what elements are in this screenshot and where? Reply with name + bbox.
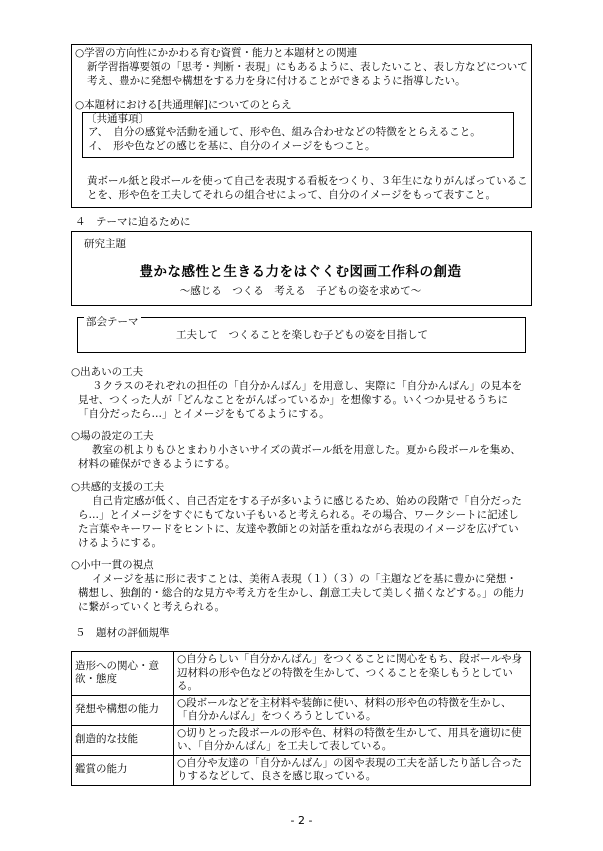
criterion-label: 発想や構想の能力 <box>72 695 174 725</box>
bukai-label: 部会テーマ <box>86 316 139 328</box>
research-subtitle: ～感じる つくる 考える 子どもの姿を求めて～ <box>179 285 422 297</box>
common-matters-a: ア、 自分の感覚や活動を通して、形や色、組み合わせなどの特徴をとらえること。 <box>88 126 481 138</box>
criterion-text: ○自分らしい「自分かんばん」をつくることに関心をもち、段ボールや身辺材料の形や色などの特徴を生かして、つくることを楽しもうとしている。 <box>174 652 531 696</box>
item-heading: ○小中一貫の視点 <box>71 559 154 571</box>
research-label: 研究主題 <box>84 238 126 250</box>
criterion-text: ○自分や友達の「自分かんばん」の図や表現の工夫を話したり話し合ったりするなどして、良さを感じ取っている。 <box>174 755 531 785</box>
table-row <box>72 755 531 785</box>
item-heading: ○場の設定の工夫 <box>71 430 154 442</box>
common-matters-b: イ、 形や色などの感じを基に、自分のイメージをもつこと。 <box>88 140 376 152</box>
goal-paragraph: 黄ボール紙と段ボールを使って自己を表現する看板をつくり、３年生になりがんばっていることを、形や色を工夫してそれらの組合せによって、自分のイメージをもって表すこと。 <box>87 175 528 201</box>
criterion-label: 創造的な技能 <box>72 725 174 755</box>
criterion-text: ○段ボールなどを主材料や装飾に使い、材料の形や色の特徴を生かし、「自分かんばん」をつくろうとしている。 <box>174 695 531 725</box>
research-title: 豊かな感性と生きる力をはぐくむ図画工作科の創造 <box>139 264 462 280</box>
evaluation-table <box>71 651 531 786</box>
table-row <box>72 725 531 755</box>
item-paragraph: 自己肯定感が低く、自己否定をする子が多いように感じるため、始めの段階で「自分だったら…」とイメージをすぐにもてない子もいると考えられる。その場合、ワークシートに記述した言葉やキーワードをヒントに、友達や教師との対話を重ねながら表現のイメージを広げていけるようにする。 <box>78 495 522 549</box>
overview-paragraph: 新学習指導要領の「思考・判断・表現」にもあるように、表したいこと、表し方などについて考え、豊かに発想や構想をする力を身に付けることができるように指導したい。 <box>87 61 528 87</box>
common-understanding-heading: ○本題材における[共通理解]についてのとらえ <box>75 99 292 111</box>
criterion-label: 鑑賞の能力 <box>72 755 174 785</box>
criterion-label: 造形への関心・意欲・態度 <box>72 652 174 696</box>
bukai-text: 工夫して つくることを楽しむ子どもの姿を目指して <box>176 329 428 341</box>
item-paragraph: イメージを基に形に表すことは、美術Ａ表現（１）（３）の「主題などを基に豊かに発想・構想し、独創的・総合的な見方や考え方を生かし、創意工夫して美しく描くなどする。」の能力に繋がっていくと考えられる。 <box>78 573 525 613</box>
page-number: - 2 - <box>290 814 313 827</box>
table-row <box>72 652 531 696</box>
item-heading: ○共感的支援の工夫 <box>71 481 165 493</box>
section4-heading: ４ テーマに迫るために <box>75 216 191 228</box>
overview-heading: ○学習の方向性にかかわる育む資質・能力と本題材との関連 <box>75 47 358 59</box>
criterion-text: ○切りとった段ボールの形や色、材料の特徴を生かして、用具を適切に使い、「自分かんばん」を工夫して表している。 <box>174 725 531 755</box>
item-heading: ○出あいの工夫 <box>71 366 144 378</box>
item-paragraph: 教室の机よりもひとまわり小さいサイズの黄ボール紙を用意した。夏から段ボールを集め、材料の確保ができるようにする。 <box>78 444 521 470</box>
section5-heading: ５ 題材の評価規準 <box>75 627 170 639</box>
table-row <box>72 695 531 725</box>
common-matters-label: 〔共通事項〕 <box>86 113 149 125</box>
item-paragraph: ３クラスのそれぞれの担任の「自分かんばん」を用意し、実際に「自分かんばん」の見本を見せ、つくった人が「どんなことをがんばっているか」を想像する。いくつか見せるうちに「自分だったら…」とイメージをもてるようにする。 <box>78 380 523 420</box>
